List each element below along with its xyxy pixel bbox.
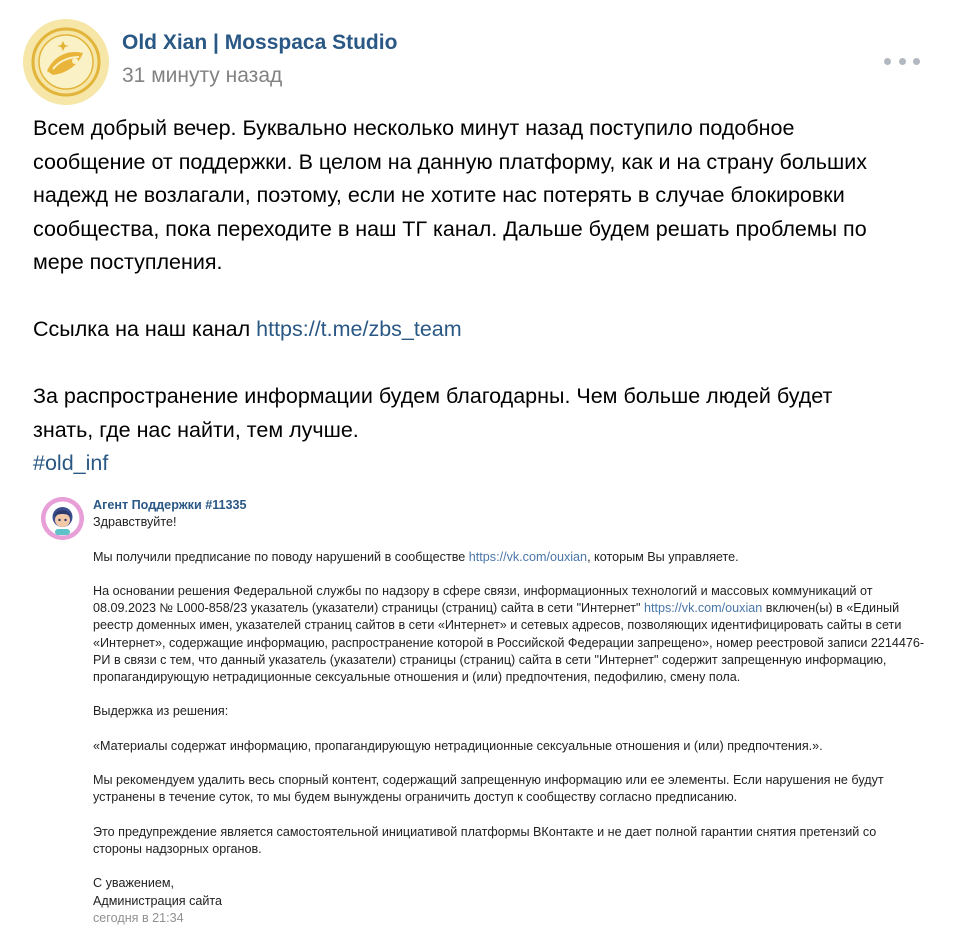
message-text: включен(ы) в «Единый xyxy=(762,601,900,616)
more-dots-icon[interactable] xyxy=(884,52,920,70)
message-time: сегодня в 21:34 xyxy=(93,910,184,925)
message-line: устранены в течение суток, то мы будем вынуждены ограничить доступ к сообществу согласно предписанию. xyxy=(93,790,738,805)
post-text-line: сообщение от поддержки. В целом на данную платформу, как и на страну больших xyxy=(33,149,868,174)
message-line: «Интернет», содержащие информацию, распространение которой в Российской Федерации запрещено», номер реестровой записи 2214476- xyxy=(93,635,925,650)
support-message xyxy=(93,497,933,927)
message-line: Мы рекомендуем удалить весь спорный контент, содержащий запрещенную информацию или ее элементы. Если нарушения не будут xyxy=(93,773,884,788)
dot xyxy=(884,58,891,65)
message-line xyxy=(93,600,933,617)
community-link: https://vk.com/ouxian xyxy=(643,601,763,616)
agent-avatar-icon xyxy=(41,497,84,540)
message-line: Это предупреждение является самостоятельной инициативой платформы ВКонтакте и не дает полной гарантии снятия претензий со xyxy=(93,824,877,839)
post-text xyxy=(33,112,938,481)
message-line: Выдержка из решения: xyxy=(93,704,229,719)
author-avatar[interactable] xyxy=(23,19,109,105)
support-agent-avatar xyxy=(41,497,84,540)
message-line: пропагандирующую нетрадиционные сексуальные отношения и (или) предпочтения, педофилию, смену пола. xyxy=(93,670,741,684)
post-text-line: Всем добрый вечер. Буквально несколько минут назад поступило подобное xyxy=(33,116,795,140)
post-text-line: надежд не возлагали, поэтому, если не хотите нас потерять в случае блокировки xyxy=(33,183,845,207)
message-line: «Материалы содержат информацию, пропагандирующую нетрадиционные сексуальные отношения и (или) предпочтения.». xyxy=(93,738,823,753)
post-text-line: За распространение информации будем благодарны. Чем больше людей будет xyxy=(33,384,833,408)
message-text: Мы получили предписание по поводу нарушений в сообществе xyxy=(93,549,469,564)
channel-link-line xyxy=(33,313,938,347)
community-link: https://vk.com/ouxian xyxy=(468,549,588,564)
agent-name: Агент Поддержки #11335 xyxy=(93,498,247,512)
studio-logo-icon xyxy=(23,19,109,105)
hashtag-link[interactable]: #old_inf xyxy=(33,451,109,475)
post-text-line: знать, где нас найти, тем лучше. xyxy=(33,417,359,442)
channel-link-prefix: Ссылка на наш канал xyxy=(33,317,257,341)
message-text: , которым Вы управляете. xyxy=(587,549,739,564)
message-greeting: Здравствуйте! xyxy=(93,515,177,530)
post-text-line: мере поступления. xyxy=(33,250,223,274)
message-line: РИ в связи с тем, что данный указатель (указатели) страницы (страниц) сайта в сети "Интернет" содержит запрещенную информацию, xyxy=(93,652,887,667)
attached-photo[interactable] xyxy=(33,484,938,934)
message-line: стороны надзорных органов. xyxy=(93,841,262,856)
telegram-channel-link[interactable]: https://t.me/zbs_team xyxy=(256,317,462,341)
post-timestamp[interactable]: 31 минуту назад xyxy=(122,64,283,87)
message-text: 08.09.2023 № L000-858/23 указатель (указатели) страницы (страниц) сайта в сети "Интернет" xyxy=(93,601,644,616)
message-line: На основании решения Федеральной службы по надзору в сфере связи, информационных технологий и массовых коммуникаций от xyxy=(93,583,873,598)
post-text-line: сообщества, пока переходите в наш ТГ канал. Дальше будем решать проблемы по xyxy=(33,216,867,241)
message-signature: С уважением, xyxy=(93,876,175,891)
dot xyxy=(913,58,920,65)
post-author-name[interactable]: Old Xian | Mosspaca Studio xyxy=(122,31,398,54)
message-line: реестр доменных имен, указателей страниц сайтов в сети «Интернет» и сетевых адресов, позволяющих идентифицировать сайты в сети xyxy=(93,618,902,633)
dot xyxy=(899,58,906,65)
message-line xyxy=(93,549,933,566)
message-signature: Администрация сайта xyxy=(93,893,223,908)
